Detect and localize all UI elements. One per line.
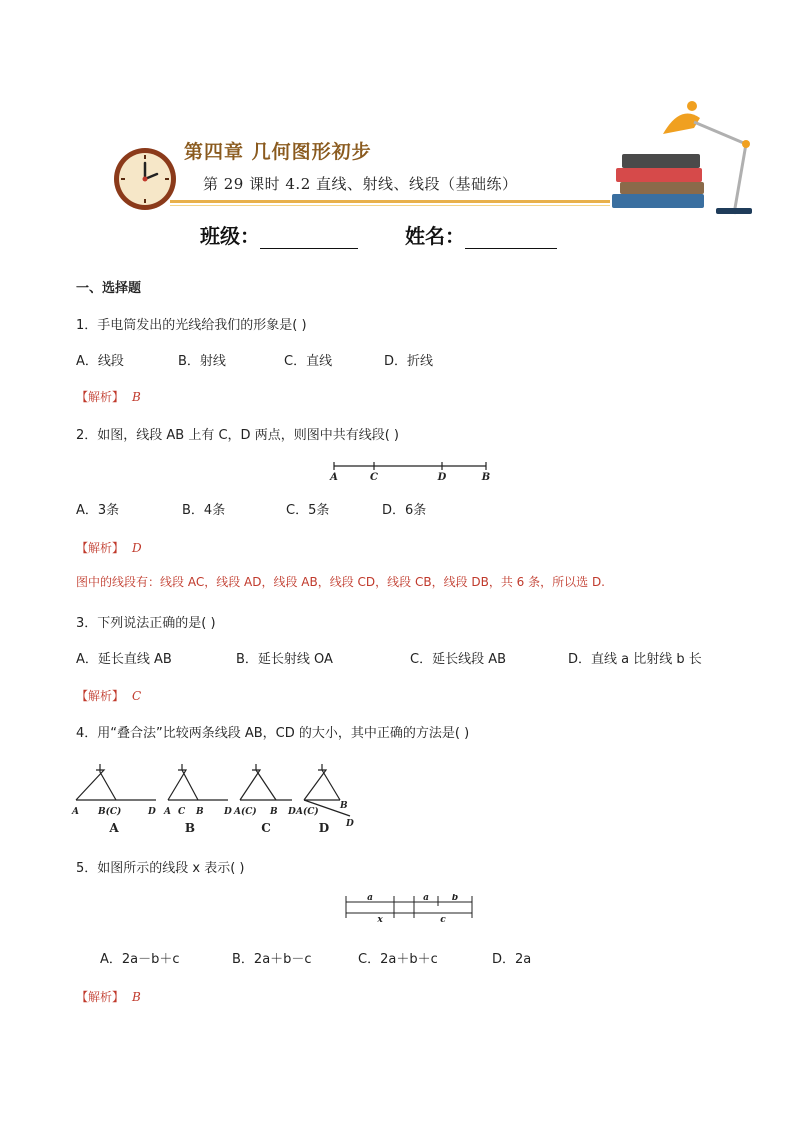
q3-option-b: B．延长射线 OA	[236, 652, 333, 667]
q4-caption-c: C	[261, 821, 271, 835]
answer-value: C	[132, 689, 142, 703]
answer-tag: 【解析】	[76, 689, 125, 703]
q5-option-d: D．2a	[492, 952, 532, 967]
class-blank[interactable]	[260, 228, 358, 249]
q4d-label-2: B	[340, 801, 348, 811]
q5-option-c: C．2a＋b＋c	[358, 952, 438, 967]
q4b-label-3: B	[196, 807, 204, 817]
q4d-label-1: A(C)	[296, 807, 319, 817]
q3-option-d: D．直线 a 比射线 b 长	[568, 652, 702, 667]
name-field	[405, 220, 557, 249]
q2-option-c: C．5条	[286, 503, 330, 518]
class-field	[200, 220, 358, 249]
q2-label-a: A	[330, 472, 338, 483]
chapter-title: 第四章 几何图形初步	[184, 141, 372, 163]
q1-option-c: C．直线	[284, 354, 333, 369]
q2-option-a: A．3条	[76, 503, 120, 518]
q4a-label-1: A	[72, 807, 79, 817]
q5-option-a: A．2a－b＋c	[100, 952, 180, 967]
question-1-stem: 1．手电筒发出的光线给我们的形象是( )	[76, 318, 307, 333]
clock-icon	[112, 146, 178, 212]
q3-answer	[76, 685, 141, 704]
q5-label-b: b	[451, 894, 459, 903]
q1-option-b: B．射线	[178, 354, 226, 369]
q4c-label-2: B	[270, 807, 278, 817]
q1-answer	[76, 386, 141, 405]
lesson-title: 第 29 课时 4.2 直线、射线、线段（基础练）	[203, 175, 518, 193]
q2-option-b: B．4条	[182, 503, 226, 518]
q4c-label-1: A(C)	[234, 807, 257, 817]
q4d-label-3: D	[346, 819, 354, 829]
q4a-label-2: B(C)	[98, 807, 122, 817]
q4c-label-3: D	[288, 807, 296, 817]
q1-option-a: A．线段	[76, 354, 124, 369]
q4-caption-a: A	[109, 821, 119, 835]
header-divider	[170, 200, 610, 203]
q2-label-b: B	[481, 472, 491, 483]
q4b-label-2: C	[178, 807, 186, 817]
answer-value: B	[132, 390, 141, 404]
q2-segment-figure	[326, 458, 496, 484]
answer-tag: 【解析】	[76, 390, 125, 404]
name-blank[interactable]	[465, 228, 557, 249]
answer-tag: 【解析】	[76, 541, 125, 555]
question-5-stem: 5．如图所示的线段 x 表示( )	[76, 861, 245, 876]
q4-caption-d: D	[318, 821, 330, 835]
q5-segment-figure	[342, 894, 478, 924]
q4b-label-1: A	[164, 807, 171, 817]
question-2-stem: 2．如图，线段 AB 上有 C，D 两点，则图中共有线段( )	[76, 428, 399, 443]
question-4-stem: 4．用“叠合法”比较两条线段 AB，CD 的大小，其中正确的方法是( )	[76, 726, 470, 741]
answer-value: D	[132, 541, 142, 555]
class-label: 班级：	[200, 224, 260, 248]
q4b-label-4: D	[224, 807, 232, 817]
q5-label-c: c	[440, 915, 446, 924]
q1-option-d: D．折线	[384, 354, 434, 369]
q3-option-a: A．延长直线 AB	[76, 652, 172, 667]
q4a-label-3: D	[148, 807, 156, 817]
header-divider-thin	[170, 205, 610, 206]
q5-label-a1: a	[367, 894, 373, 903]
q4-compass-figures	[70, 760, 370, 838]
section-title: 一、选择题	[76, 281, 142, 296]
name-label: 姓名：	[405, 224, 465, 248]
q2-label-d: D	[437, 472, 447, 483]
q3-option-c: C．延长线段 AB	[410, 652, 507, 667]
q5-label-a2: a	[423, 894, 429, 903]
q5-answer	[76, 986, 141, 1005]
q4-caption-b: B	[184, 821, 196, 835]
q2-label-c: C	[370, 472, 378, 483]
question-3-stem: 3．下列说法正确的是( )	[76, 616, 216, 631]
answer-value: B	[132, 990, 141, 1004]
q5-option-b: B．2a＋b－c	[232, 952, 312, 967]
books-lamp-icon	[608, 96, 758, 216]
q5-label-x: x	[377, 915, 383, 924]
answer-tag: 【解析】	[76, 990, 125, 1004]
q2-explanation: 图中的线段有：线段 AC，线段 AD，线段 AB，线段 CD，线段 CB，线段 DB，共 6 条，所以选 D.	[76, 575, 605, 589]
q2-answer	[76, 537, 142, 556]
q2-option-d: D．6条	[382, 503, 427, 518]
